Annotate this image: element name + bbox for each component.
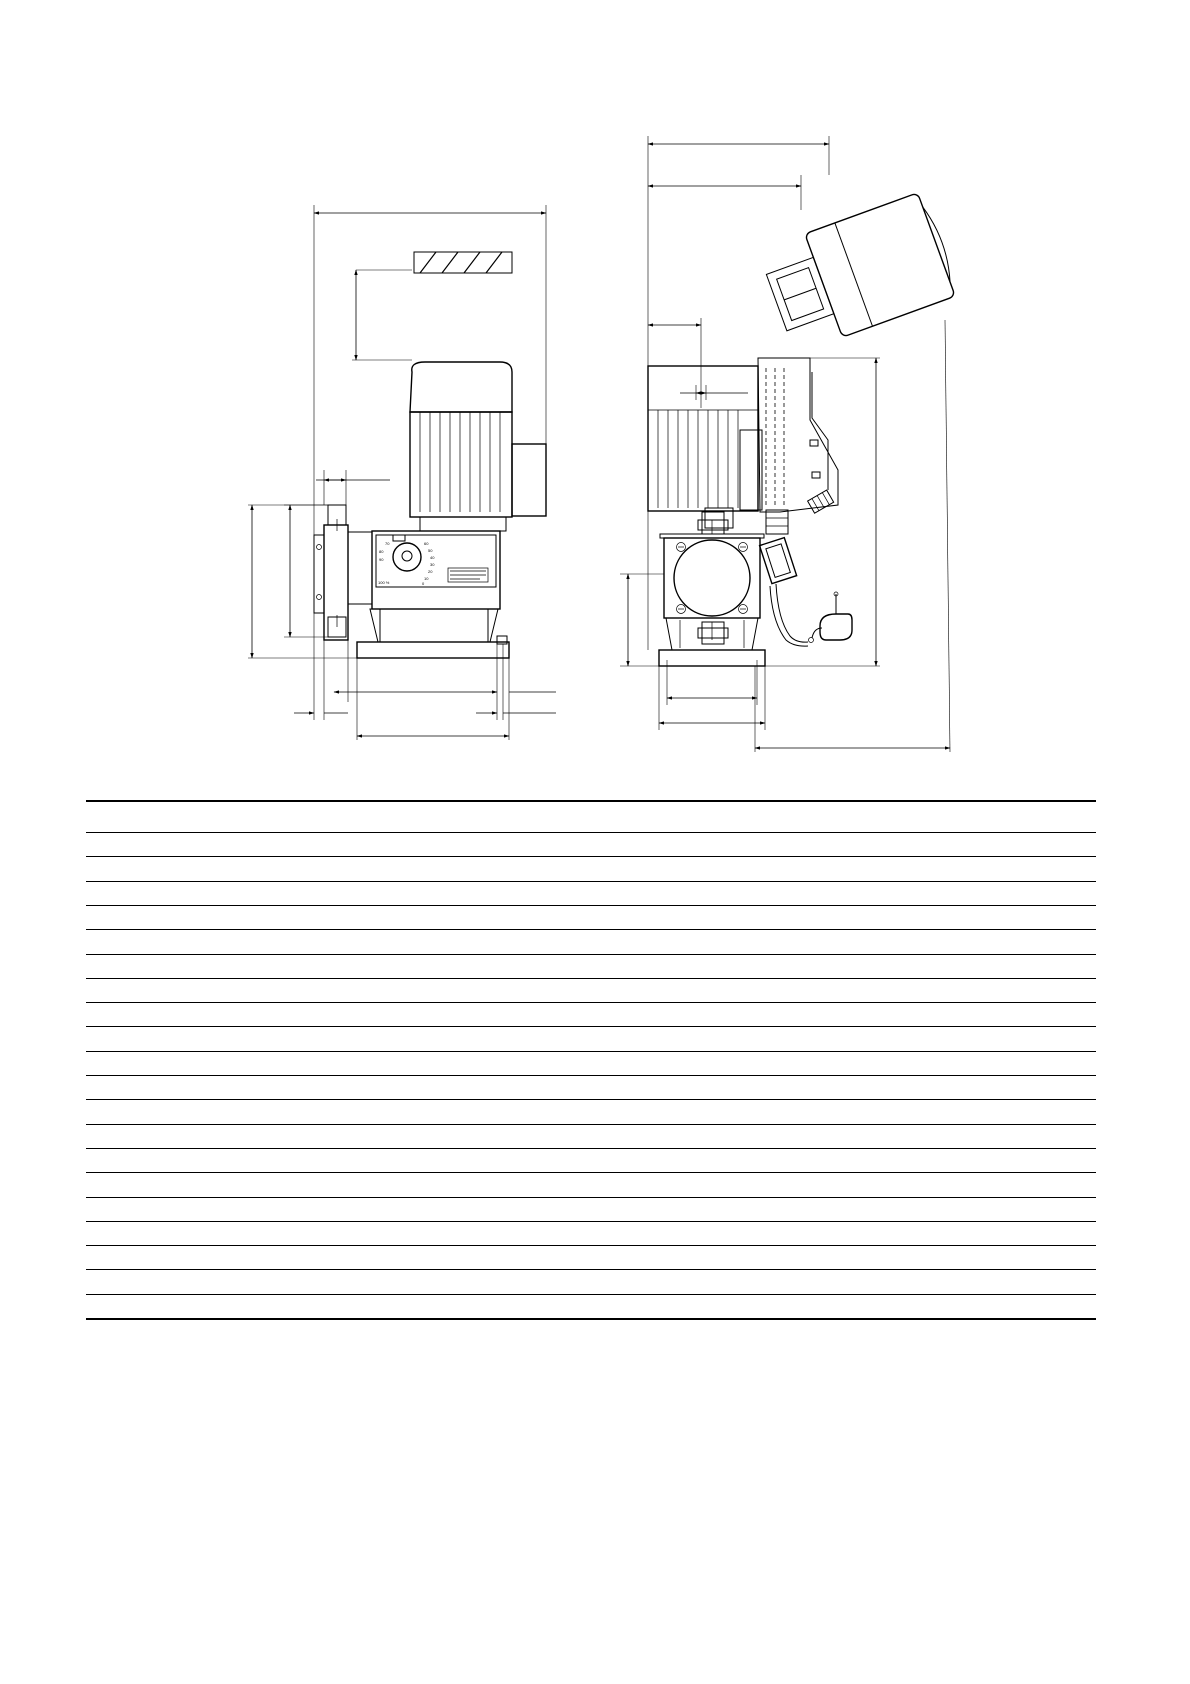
table-row [86,1099,1096,1100]
dial-label: 90 [379,557,384,562]
table-row [86,954,1096,955]
pump-head [314,505,372,640]
table-row [86,832,1096,833]
dial-scale [378,541,435,586]
dim-shaft [648,318,748,408]
side-view [620,136,961,752]
dial-label: 10 [424,576,429,581]
dim-left-heights [248,505,357,658]
base [357,609,509,658]
junction-box [758,358,838,534]
table-row [86,1051,1096,1052]
pump-head-side [660,512,764,644]
dim-connection-offset [316,470,390,505]
table-row [86,929,1096,930]
dial-label: 100 % [378,580,390,585]
plug [809,592,853,643]
table-row [86,1269,1096,1270]
motor-removal-space [352,252,512,360]
table-row [86,881,1096,882]
dial-label: 40 [430,555,435,560]
dial-label: 0 [422,581,425,586]
dim-connection-height [620,574,664,666]
table-bottom-rule [86,1318,1096,1320]
table-row [86,1124,1096,1125]
gear-housing [372,531,500,609]
cable-and-connector [760,538,852,647]
table-row [86,1002,1096,1003]
table-row [86,856,1096,857]
table-row [86,1075,1096,1076]
front-view [248,205,556,740]
dial-label: 70 [385,541,390,546]
table-row [86,978,1096,979]
table-row [86,1172,1096,1173]
motor [410,362,546,531]
dial-label: 30 [430,562,435,567]
nameplate [448,568,488,582]
dial-label: 20 [428,569,433,574]
dim-side-bottom [659,660,950,752]
table-row [86,1245,1096,1246]
table-row [86,1026,1096,1027]
dim-bottom [294,640,556,740]
pump-dimension-drawing [0,0,1190,800]
table-row [86,1197,1096,1198]
table-top-rule [86,800,1096,802]
table-row [86,1294,1096,1295]
dial-label: 60 [424,541,429,546]
table-row [86,905,1096,906]
table-row [86,1148,1096,1149]
control-box [758,191,961,752]
dial-label: 50 [428,548,433,553]
table-row [86,1221,1096,1222]
motor-side [648,366,762,528]
dial-label: 80 [379,549,384,554]
